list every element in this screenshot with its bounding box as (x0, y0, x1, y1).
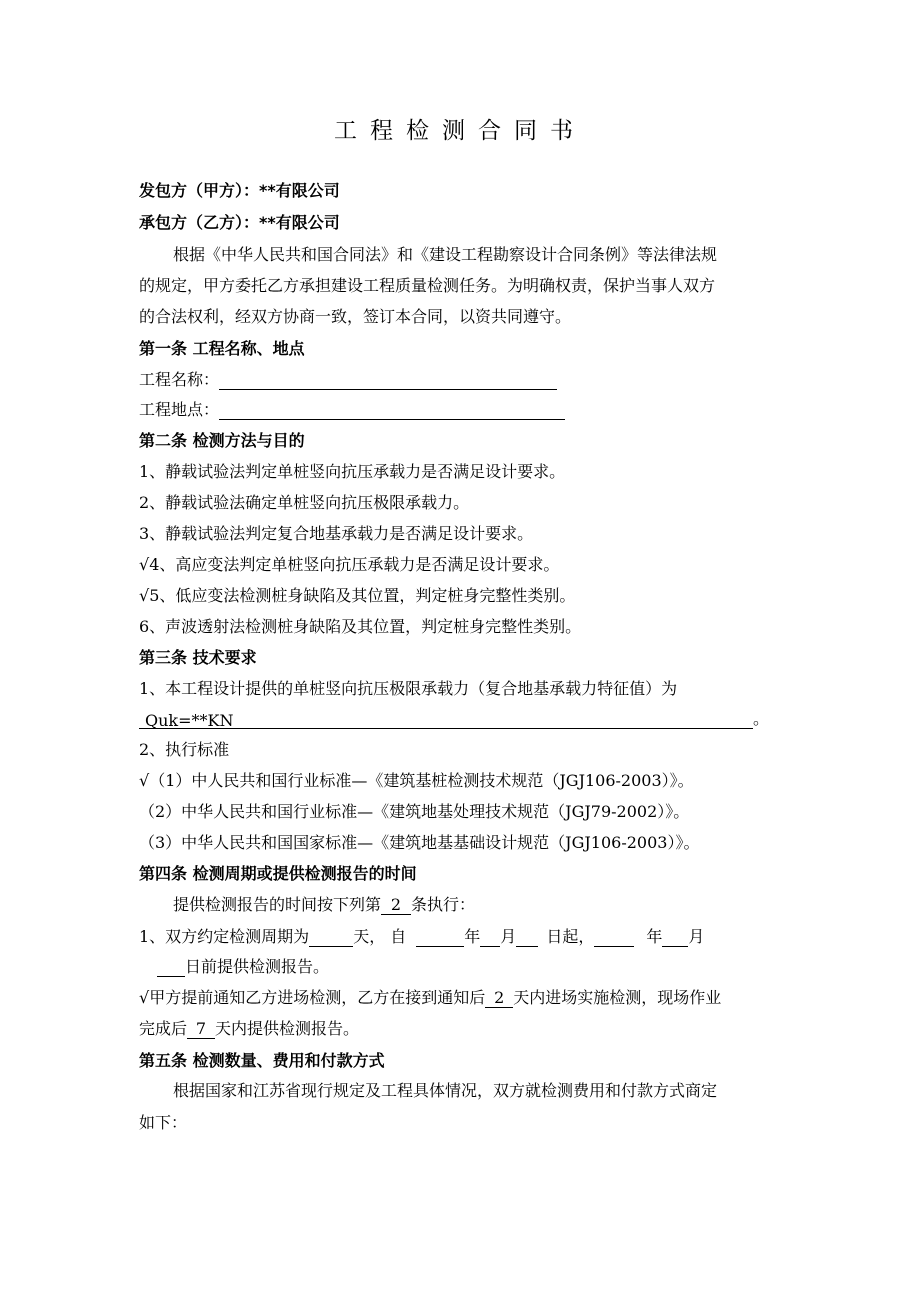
start-month-blank[interactable] (480, 929, 500, 947)
option-2-text-3: 完成后 (139, 1019, 188, 1038)
article-4-heading: 第四条 检测周期或提供检测报告的时间 (139, 864, 417, 883)
report-time-intro-text: 提供检测报告的时间按下列第 (173, 895, 382, 914)
method-item: √4、高应变法判定单桩竖向抗压承载力是否满足设计要求。 (139, 555, 560, 574)
option-2-text-2: 天内进场实施检测，现场作业 (513, 988, 722, 1007)
option-1-from: 天， 自 (353, 927, 407, 946)
option-1-line-2 (139, 957, 329, 977)
option-1-line-1 (139, 927, 704, 947)
party-b: 承包方（乙方）：**有限公司 (139, 213, 340, 232)
period-days-blank[interactable] (309, 929, 353, 947)
start-year-blank[interactable] (416, 929, 464, 947)
requirement-2: 2、执行标准 (139, 740, 230, 759)
report-time-intro-end: 条执行： (411, 895, 476, 914)
project-name-row (139, 370, 557, 390)
option-2-line-1 (139, 988, 721, 1008)
requirement-1: 1、本工程设计提供的单桩竖向抗压极限承载力（复合地基承载力特征值）为 (139, 679, 678, 698)
option-1-end: 日前提供检测报告。 (185, 957, 330, 976)
party-a: 发包方（甲方）：**有限公司 (139, 181, 340, 200)
article-1-heading: 第一条 工程名称、地点 (139, 339, 305, 358)
option-2-line-2 (139, 1019, 359, 1039)
standard-item: √（1）中人民共和国行业标准—《建筑基桩检测技术规范（JGJ106-2003）》。 (139, 771, 694, 790)
end-year-blank[interactable] (594, 929, 634, 947)
report-time-intro (173, 895, 475, 915)
intro-line-3: 的合法权利，经双方协商一致，签订本合同，以资共同遵守。 (139, 307, 572, 326)
month-label: 月 (500, 927, 517, 946)
day-start-label: 日起， (546, 927, 595, 946)
document-title: 工程检测合同书 (334, 118, 586, 144)
standard-item: （2）中华人民共和国行业标准—《建筑地基处理技术规范（JGJ79-2002）》。 (139, 802, 690, 821)
intro-line-2: 的规定，甲方委托乙方承担建设工程质量检测任务。为明确权责，保护当事人双方 (139, 276, 716, 295)
year-label: 年 (464, 927, 481, 946)
standard-item: （3）中华人民共和国国家标准—《建筑地基基础设计规范（JGJ106-2003）》。 (139, 833, 700, 852)
quk-row (139, 709, 769, 729)
intro-line-1: 根据《中华人民共和国合同法》和《建设工程勘察设计合同条例》等法律法规 (173, 245, 718, 264)
article-5-line-1: 根据国家和江苏省现行规定及工程具体情况，双方就检测费用和付款方式商定 (173, 1081, 718, 1100)
option-2-text: √甲方提前通知乙方进场检测，乙方在接到通知后 (139, 988, 486, 1007)
start-day-blank[interactable] (516, 929, 538, 947)
option-1-text: 1、双方约定检测周期为 (139, 927, 310, 946)
method-item: 3、静载试验法判定复合地基承载力是否满足设计要求。 (139, 524, 534, 543)
method-item: 2、静载试验法确定单桩竖向抗压极限承载力。 (139, 493, 470, 512)
project-name-blank[interactable] (219, 372, 557, 390)
article-5-line-2: 如下： (139, 1113, 188, 1132)
project-name-label: 工程名称： (139, 370, 220, 389)
report-days: 7 (187, 1020, 215, 1039)
method-item: 1、静载试验法判定单桩竖向抗压承载力是否满足设计要求。 (139, 462, 566, 481)
month-label: 月 (688, 927, 705, 946)
end-month-blank[interactable] (662, 929, 688, 947)
project-location-row (139, 400, 565, 420)
article-5-heading: 第五条 检测数量、费用和付款方式 (139, 1051, 385, 1070)
method-item: √5、低应变法检测桩身缺陷及其位置，判定桩身完整性类别。 (139, 586, 576, 605)
method-item: 6、声波透射法检测桩身缺陷及其位置，判定桩身完整性类别。 (139, 617, 582, 636)
entry-days: 2 (485, 989, 513, 1008)
article-2-heading: 第二条 检测方法与目的 (139, 431, 305, 450)
article-3-heading: 第三条 技术要求 (139, 648, 257, 667)
end-day-blank[interactable] (157, 959, 185, 977)
year-label: 年 (646, 927, 663, 946)
quk-end: 。 (753, 709, 770, 728)
option-2-text-4: 天内提供检测报告。 (215, 1019, 360, 1038)
quk-value: Quk=**KN (139, 712, 753, 729)
project-location-label: 工程地点： (139, 400, 220, 419)
option-number: 2 (381, 896, 411, 915)
project-location-blank[interactable] (219, 402, 565, 420)
